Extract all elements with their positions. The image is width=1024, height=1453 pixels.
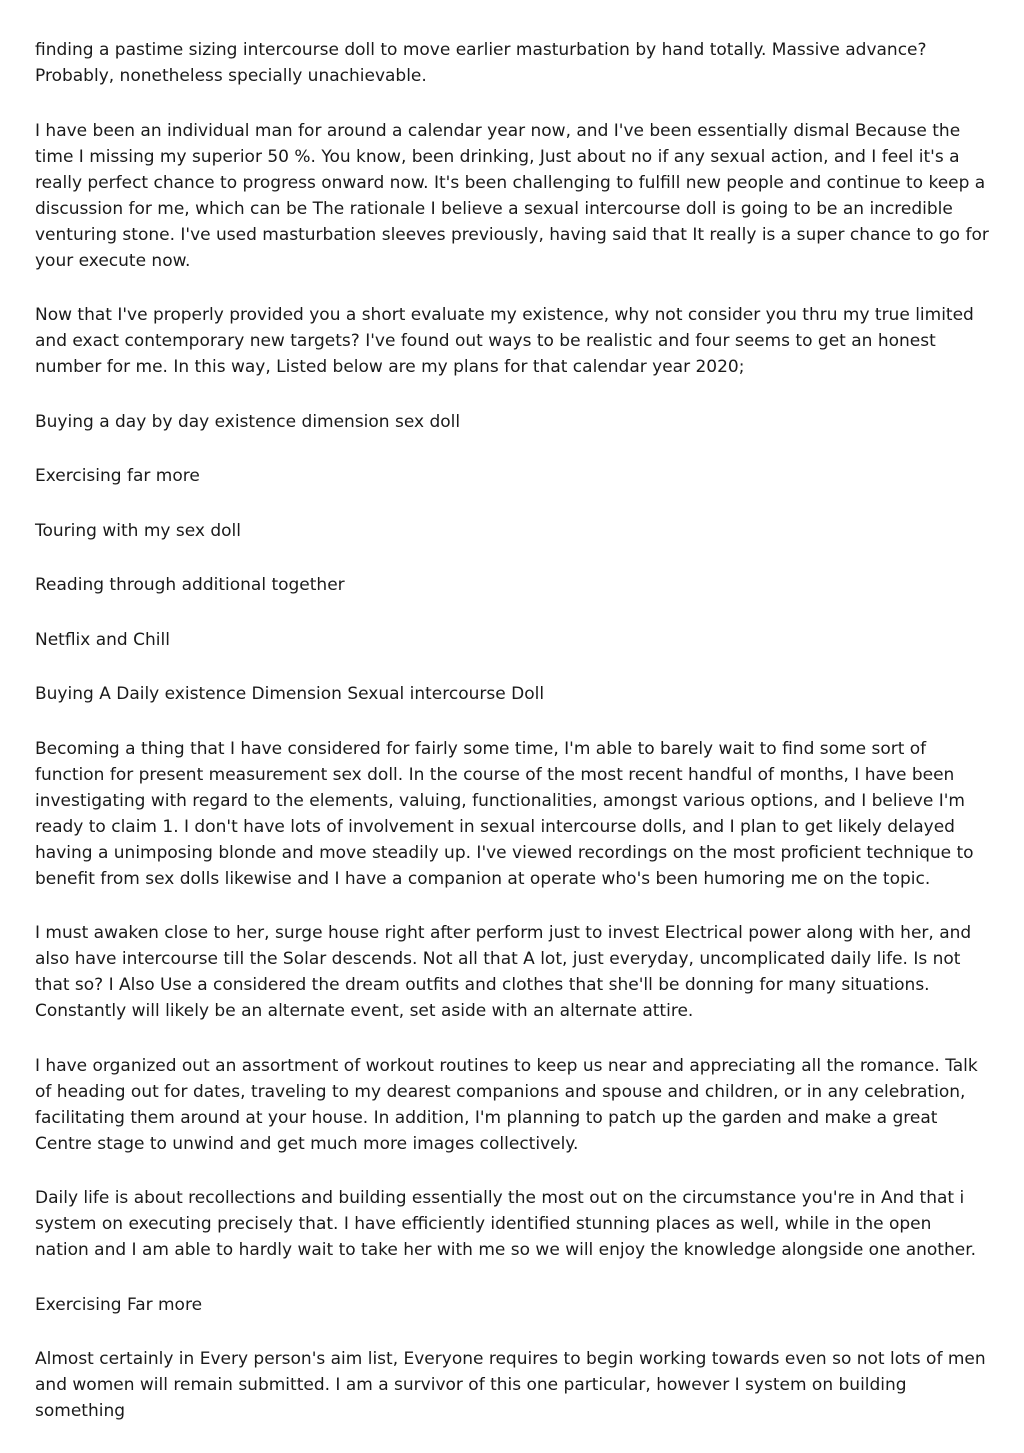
paragraph: Becoming a thing that I have considered for fairly some time, I'm able to barely wait to find some sort of function for present measurement sex doll. In the course of the most recent handful of months, I have been investigating with regard to the elements, valuing, functionalities, amongst various options, and I believe I'm ready to claim 1. I don't have lots of involvement in sexual intercourse dolls, and I plan to get likely delayed having a unimposing blonde and move steadily up. I've viewed recordings on the most proficient technique to benefit from sex dolls likewise and I have a companion at operate who's been humoring me on the topic. bbox=[35, 738, 974, 889]
section-heading: Exercising Far more bbox=[35, 1294, 203, 1315]
paragraph: finding a pastime sizing intercourse doll to move earlier masturbation by hand totally. Massive advance? Probably, nonetheless specially unachievable. bbox=[35, 40, 927, 86]
paragraph: I must awaken close to her, surge house right after perform just to invest Electrical power along with her, and also have intercourse till the Solar descends. Not all that A lot, just everyday, uncomplicated daily life. Is not that so? I Also Use a considered the dream outfits and clothes that she'll be donning for many situations. Constantly will likely be an alternate event, set aside with an alternate attire. bbox=[35, 923, 972, 1021]
list-item-goal: Touring with my sex doll bbox=[35, 520, 241, 541]
paragraph: Now that I've properly provided you a short evaluate my existence, why not consider you thru my true limited and exact contemporary new targets? I've found out ways to be realistic and four seems to get an honest number for me. In this way, Listed below are my plans for that calendar year 2020; bbox=[35, 305, 974, 377]
list-item-goal: Netflix and Chill bbox=[35, 629, 170, 650]
list-item-goal: Buying a day by day existence dimension sex doll bbox=[35, 411, 461, 432]
paragraph: Almost certainly in Every person's aim list, Everyone requires to begin working towards even so not lots of men and women will remain submitted. I am a survivor of this one particular, however I system on building something bbox=[35, 1349, 986, 1421]
paragraph: I have organized out an assortment of workout routines to keep us near and appreciating all the romance. Talk of heading out for dates, traveling to my dearest companions and spouse and children, or in any celebration, facilitating them around at your house. In addition, I'm planning to patch up the garden and make a great Centre stage to unwind and get much more images collectively. bbox=[35, 1055, 978, 1154]
section-heading: Buying A Daily existence Dimension Sexual intercourse Doll bbox=[35, 684, 545, 704]
list-item-goal: Reading through additional together bbox=[35, 575, 345, 595]
list-item-goal: Exercising far more bbox=[35, 466, 200, 486]
document-page bbox=[35, 37, 990, 1453]
paragraph: Daily life is about recollections and building essentially the most out on the circumstance you're in And that i system on executing precisely that. I have efficiently identified stunning places as well, while in the open nation and I am able to hardly wait to take her with me so we will enjoy the knowledge alongside one another. bbox=[35, 1188, 977, 1260]
paragraph: I have been an individual man for around a calendar year now, and I've been essentially dismal Because the time I missing my superior 50 %. You know, been drinking, Just about no if any sexual action, and I feel it's a really perfect chance to progress onward now. It's been challenging to fulfill new people and continue to keep a discussion for me, which can be The rationale I believe a sexual intercourse doll is going to be an incredible venturing stone. I've used masturbation sleeves previously, having said that It really is a super chance to go for your execute now. bbox=[35, 120, 989, 271]
